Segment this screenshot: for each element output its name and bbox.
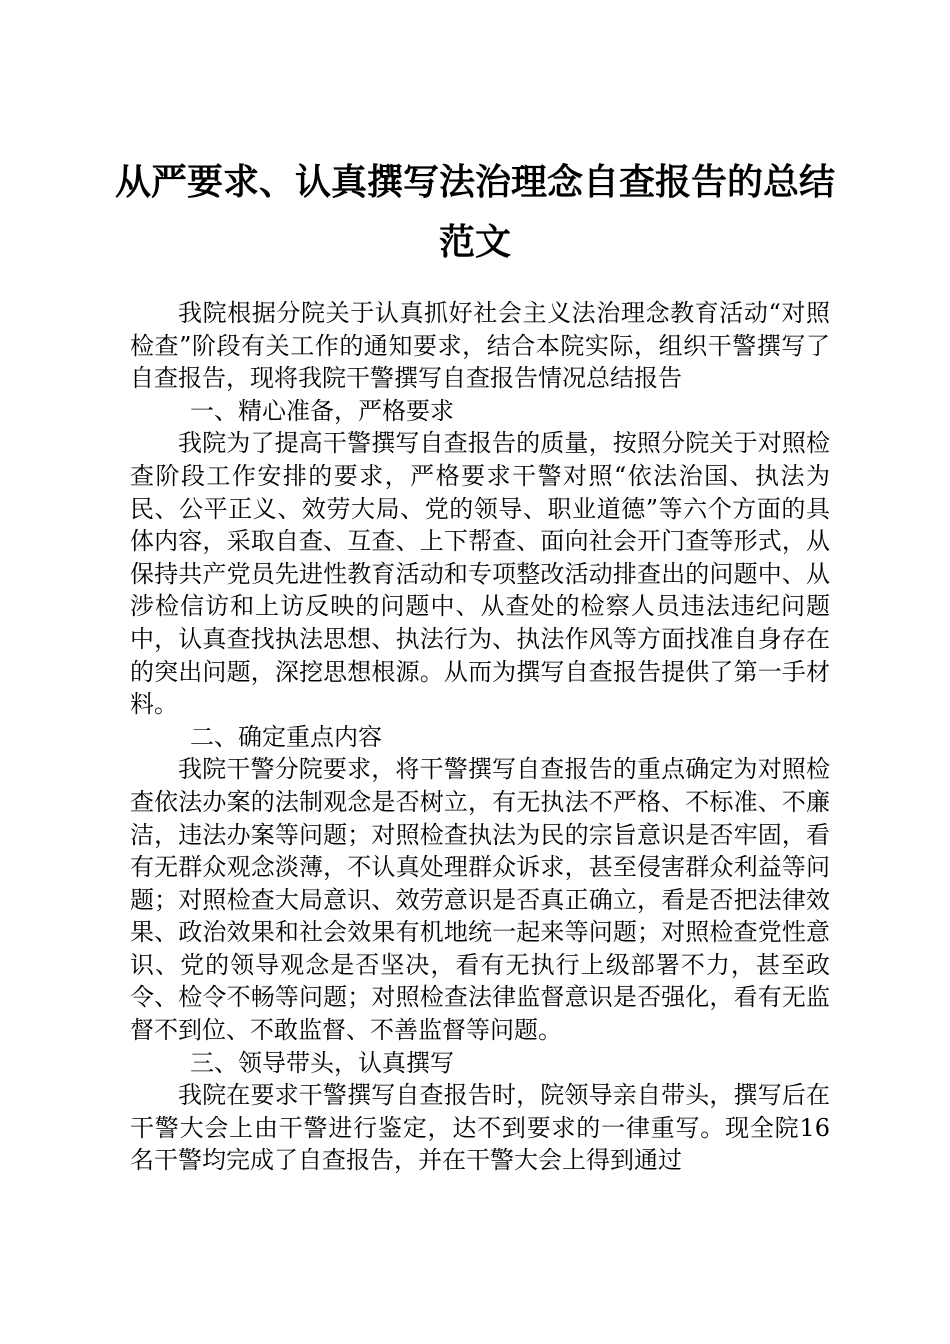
section-heading-1: 一、精心准备，严格要求 bbox=[190, 396, 454, 425]
document-body bbox=[130, 297, 830, 1177]
intro-paragraph: 我院根据分院关于认真抓好社会主义法治理念教育活动“对照检查”阶段有关工作的通知要求，结合本院实际，组织干警撰写了自查报告，现将我院干警撰写自查报告情况总结报告 bbox=[130, 299, 830, 393]
section-heading-2: 二、确定重点内容 bbox=[190, 722, 382, 751]
section-paragraph-2: 我院干警分院要求，将干警撰写自查报告的重点确定为对照检查依法办案的法制观念是否树立，有无执法不严格、不标准、不廉洁，违法办案等问题；对照检查执法为民的宗旨意识是否牢固，看有无群众观念淡薄，不认真处理群众诉求，甚至侵害群众利益等问题；对照检查大局意识、效劳意识是否真正确立，看是否把法律效果、政治效果和社会效果有机地统一起来等问题；对照检查党性意识、党的领导观念是否坚决，看有无执行上级部署不力，甚至政令、检令不畅等问题；对照检查法律监督意识是否强化，看有无监督不到位、不敢监督、不善监督等问题。 bbox=[130, 755, 830, 1045]
section-heading-3: 三、领导带头，认真撰写 bbox=[190, 1048, 454, 1077]
section-paragraph-1: 我院为了提高干警撰写自查报告的质量，按照分院关于对照检查阶段工作安排的要求，严格要求干警对照“依法治国、执法为民、公平正义、效劳大局、党的领导、职业道德”等六个方面的具体内容，采取自查、互查、上下帮查、面向社会开门查等形式，从保持共产党员先进性教育活动和专项整改活动排查出的问题中、从涉检信访和上访反映的问题中、从查处的检察人员违法违纪问题中，认真查找执法思想、执法行为、执法作风等方面找准自身存在的突出问题，深挖思想根源。从而为撰写自查报告提供了第一手材料。 bbox=[130, 429, 830, 719]
document-title-line-2: 范文 bbox=[438, 221, 511, 263]
section-paragraph-3: 我院在要求干警撰写自查报告时，院领导亲自带头，撰写后在干警大会上由干警进行鉴定，达不到要求的一律重写。现全院16名干警均完成了自查报告，并在干警大会上得到通过 bbox=[130, 1081, 830, 1175]
document-title-line-1: 从严要求、认真撰写法治理念自查报告的总结 bbox=[114, 161, 835, 203]
